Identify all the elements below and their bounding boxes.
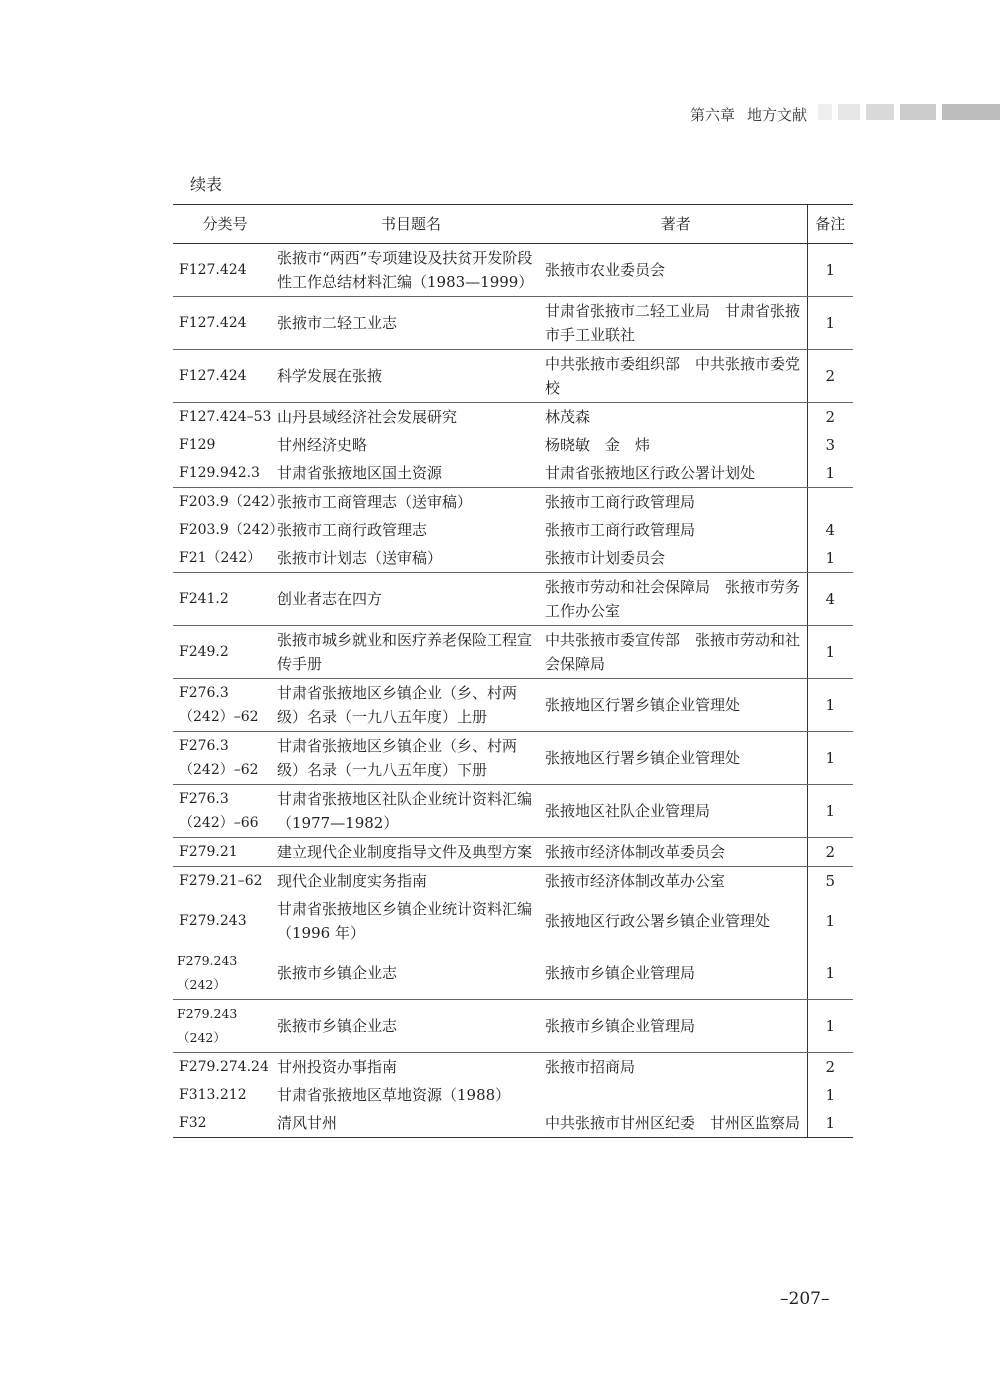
table-row bbox=[173, 459, 853, 488]
row-author: 甘肃省张掖市二轻工业局 甘肃省张掖市手工业联社 bbox=[545, 297, 807, 350]
row-title: 张掖市乡镇企业志 bbox=[277, 947, 545, 1000]
row-note: 1 bbox=[807, 544, 853, 573]
header-author: 著者 bbox=[545, 205, 807, 244]
row-note: 3 bbox=[807, 431, 853, 459]
row-author: 张掖市经济体制改革委员会 bbox=[545, 838, 807, 867]
row-title: 甘肃省张掖地区乡镇企业（乡、村两级）名录（一九八五年度）上册 bbox=[277, 679, 545, 732]
table-row bbox=[173, 838, 853, 867]
row-note: 1 bbox=[807, 732, 853, 785]
row-code: F127.424 bbox=[173, 244, 277, 297]
row-title: 甘肃省张掖地区草地资源（1988） bbox=[277, 1086, 511, 1104]
row-note: 4 bbox=[807, 516, 853, 544]
chapter-title bbox=[690, 104, 807, 125]
header-decor-bar bbox=[900, 104, 936, 120]
row-author: 张掖市经济体制改革办公室 bbox=[545, 872, 726, 890]
row-code: F127.424 bbox=[173, 350, 277, 403]
table-body bbox=[173, 244, 853, 1138]
row-author: 张掖市工商行政管理局 bbox=[545, 493, 696, 511]
row-code: F276.3（242）–66 bbox=[173, 785, 277, 838]
row-code: F279.21 bbox=[173, 838, 277, 867]
header-note: 备注 bbox=[807, 205, 853, 244]
header-decor-bar bbox=[942, 104, 1000, 120]
row-author: 中共张掖市委组织部 中共张掖市委党校 bbox=[545, 350, 807, 403]
row-code: F279.274.24 bbox=[179, 1059, 269, 1075]
row-note: 4 bbox=[807, 573, 853, 626]
row-author: 杨晓敏 金 炜 bbox=[545, 436, 651, 454]
row-code: F241.2 bbox=[173, 573, 277, 626]
header-decor-bar bbox=[866, 104, 894, 120]
table-row bbox=[173, 1109, 853, 1138]
row-note: 1 bbox=[807, 1081, 853, 1109]
row-title: 张掖市二轻工业志 bbox=[277, 297, 545, 350]
row-note: 1 bbox=[807, 947, 853, 1000]
header-decor-bar bbox=[818, 104, 832, 120]
row-code: F203.9（242） bbox=[179, 494, 284, 510]
row-note: 1 bbox=[807, 244, 853, 297]
row-note: 1 bbox=[807, 1000, 853, 1053]
row-code: F279.243 bbox=[179, 913, 247, 929]
row-title: 张掖市计划志（送审稿） bbox=[277, 544, 545, 573]
row-author: 张掖市乡镇企业管理局 bbox=[545, 947, 807, 1000]
table-row bbox=[173, 1000, 853, 1053]
row-note: 2 bbox=[807, 403, 853, 432]
row-title: 张掖市工商管理志（送审稿） bbox=[277, 493, 473, 511]
header-code: 分类号 bbox=[173, 205, 277, 244]
row-code: F129 bbox=[179, 437, 216, 453]
row-note: 2 bbox=[807, 838, 853, 867]
row-title: 创业者志在四方 bbox=[277, 573, 545, 626]
table-row bbox=[173, 297, 853, 350]
row-note: 1 bbox=[807, 895, 853, 947]
row-note: 2 bbox=[807, 350, 853, 403]
row-code: F276.3（242）–62 bbox=[173, 679, 277, 732]
table-row bbox=[173, 679, 853, 732]
row-code: F127.424 bbox=[173, 297, 277, 350]
row-title: 甘州经济史略 bbox=[277, 436, 368, 454]
table-row bbox=[173, 1081, 853, 1109]
table-row bbox=[173, 516, 853, 544]
chapter-section: 地方文献 bbox=[746, 106, 807, 124]
page-number: –207– bbox=[780, 1289, 830, 1309]
row-note: 1 bbox=[807, 626, 853, 679]
table-row bbox=[173, 732, 853, 785]
row-note: 1 bbox=[807, 1109, 853, 1138]
running-header bbox=[0, 98, 1000, 128]
row-title: 甘肃省张掖地区乡镇企业统计资料汇编（1996 年） bbox=[277, 900, 533, 942]
table-header-row bbox=[173, 205, 853, 244]
row-code: F21（242） bbox=[173, 544, 277, 573]
table-row bbox=[173, 867, 853, 896]
row-title: 甘州投资办事指南 bbox=[277, 1058, 398, 1076]
row-title: 甘肃省张掖地区乡镇企业（乡、村两级）名录（一九八五年度）下册 bbox=[277, 732, 545, 785]
row-author: 张掖地区行署乡镇企业管理处 bbox=[545, 679, 807, 732]
chapter-number: 第六章 bbox=[689, 106, 735, 124]
row-author: 张掖市乡镇企业管理局 bbox=[545, 1000, 807, 1053]
table-row bbox=[173, 244, 853, 297]
row-code: F279.243（242） bbox=[173, 1000, 277, 1053]
row-author: 张掖市工商行政管理局 bbox=[545, 521, 696, 539]
row-code: F313.212 bbox=[179, 1087, 247, 1103]
table-row bbox=[173, 350, 853, 403]
row-author bbox=[545, 1081, 807, 1109]
row-code: F127.424–53 bbox=[179, 409, 272, 425]
row-code: F129.942.3 bbox=[173, 459, 277, 488]
table-row bbox=[173, 947, 853, 1000]
row-title: 张掖市乡镇企业志 bbox=[277, 1000, 545, 1053]
row-title: 山丹县域经济社会发展研究 bbox=[277, 408, 458, 426]
header-decor-bar bbox=[838, 104, 860, 120]
row-author: 张掖市计划委员会 bbox=[545, 544, 807, 573]
bibliography-table bbox=[173, 204, 853, 1138]
row-note: 1 bbox=[807, 459, 853, 488]
row-title: 科学发展在张掖 bbox=[277, 350, 545, 403]
table-row bbox=[173, 431, 853, 459]
row-author: 中共张掖市委宣传部 张掖市劳动和社会保障局 bbox=[545, 626, 807, 679]
table-row bbox=[173, 403, 853, 432]
continued-label: 续表 bbox=[190, 175, 223, 194]
table-row bbox=[173, 1053, 853, 1082]
table-row bbox=[173, 544, 853, 573]
table-row bbox=[173, 488, 853, 517]
row-author: 张掖市招商局 bbox=[545, 1058, 636, 1076]
row-note: 1 bbox=[807, 297, 853, 350]
row-note: 5 bbox=[807, 867, 853, 896]
row-note: 2 bbox=[807, 1053, 853, 1082]
row-title: 现代企业制度实务指南 bbox=[277, 872, 428, 890]
row-author: 甘肃省张掖地区行政公署计划处 bbox=[545, 459, 807, 488]
row-code: F279.243（242） bbox=[173, 947, 277, 1000]
row-title: 建立现代企业制度指导文件及典型方案 bbox=[277, 838, 545, 867]
row-code: F203.9（242） bbox=[179, 522, 284, 538]
row-title: 清风甘州 bbox=[277, 1109, 545, 1138]
row-author: 张掖地区行署乡镇企业管理处 bbox=[545, 732, 807, 785]
row-author: 林茂森 bbox=[545, 408, 591, 426]
row-code: F249.2 bbox=[173, 626, 277, 679]
row-title: 张掖市城乡就业和医疗养老保险工程宣传手册 bbox=[277, 626, 545, 679]
row-title: 张掖市“两西”专项建设及扶贫开发阶段性工作总结材料汇编（1983—1999） bbox=[277, 244, 545, 297]
row-title: 张掖市工商行政管理志 bbox=[277, 521, 428, 539]
row-author: 张掖地区社队企业管理局 bbox=[545, 785, 807, 838]
row-code: F279.21–62 bbox=[179, 873, 263, 889]
row-author: 中共张掖市甘州区纪委 甘州区监察局 bbox=[545, 1109, 807, 1138]
header-title: 书目题名 bbox=[277, 205, 545, 244]
row-author: 张掖市劳动和社会保障局 张掖市劳务工作办公室 bbox=[545, 573, 807, 626]
row-note: 1 bbox=[807, 785, 853, 838]
row-code: F276.3（242）–62 bbox=[173, 732, 277, 785]
table-row bbox=[173, 573, 853, 626]
row-code: F32 bbox=[173, 1109, 277, 1138]
row-author: 张掖市农业委员会 bbox=[545, 244, 807, 297]
table-row bbox=[173, 626, 853, 679]
row-title: 甘肃省张掖地区社队企业统计资料汇编（1977—1982） bbox=[277, 785, 545, 838]
row-note: 1 bbox=[807, 679, 853, 732]
table-row bbox=[173, 895, 853, 947]
row-author: 张掖地区行政公署乡镇企业管理处 bbox=[545, 912, 771, 930]
row-title: 甘肃省张掖地区国土资源 bbox=[277, 459, 545, 488]
row-note bbox=[807, 488, 853, 517]
table-row bbox=[173, 785, 853, 838]
